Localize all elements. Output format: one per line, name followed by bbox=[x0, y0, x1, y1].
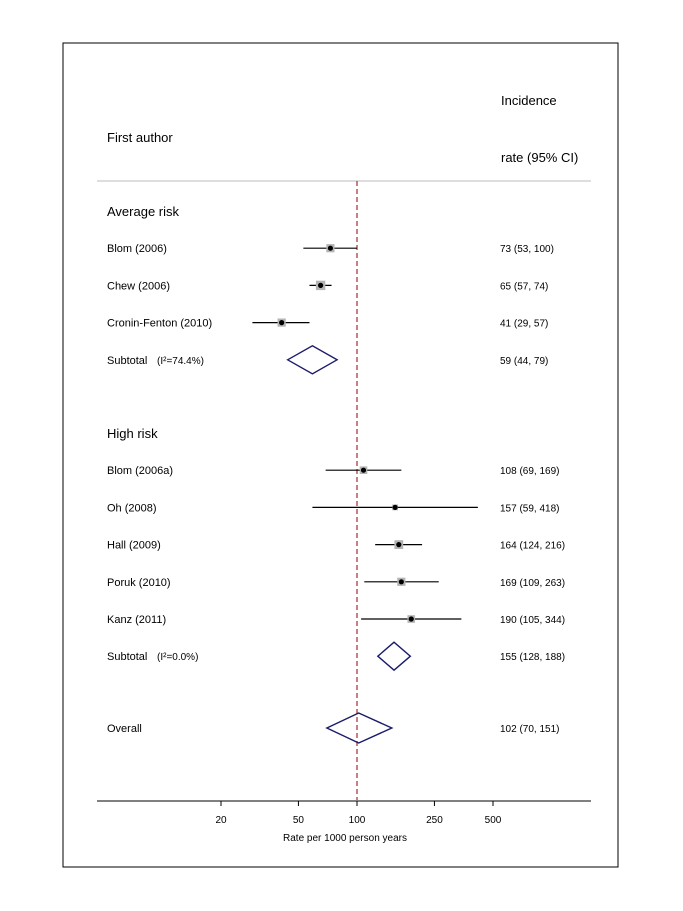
point-estimate bbox=[318, 283, 323, 288]
study-label: Blom (2006a) bbox=[107, 465, 174, 478]
study-label: Oh (2008) bbox=[107, 502, 157, 515]
ci-value: 65 (57, 74) bbox=[500, 281, 549, 293]
point-estimate bbox=[399, 579, 404, 584]
point-estimate bbox=[409, 616, 414, 621]
x-tick-label: 100 bbox=[348, 815, 366, 826]
heterogeneity-stat: (I²=74.4%) bbox=[157, 355, 204, 367]
study-label: Chew (2006) bbox=[107, 280, 170, 293]
pooled-diamond bbox=[327, 713, 392, 743]
x-tick-label: 50 bbox=[292, 815, 304, 826]
study-label: Blom (2006) bbox=[107, 243, 167, 256]
ci-value: 108 (69, 169) bbox=[500, 466, 560, 478]
ci-value: 157 (59, 418) bbox=[500, 503, 560, 515]
point-estimate bbox=[361, 468, 366, 473]
ci-value: 41 (29, 57) bbox=[500, 318, 549, 330]
ci-value: 169 (109, 263) bbox=[500, 577, 566, 589]
x-tick-label: 250 bbox=[426, 815, 443, 826]
x-tick-label: 500 bbox=[484, 815, 502, 826]
header-incidence: Incidence bbox=[501, 93, 557, 108]
header-first-author: First author bbox=[107, 130, 173, 145]
x-axis-label: Rate per 1000 person years bbox=[283, 833, 407, 844]
study-label: Kanz (2011) bbox=[107, 614, 167, 626]
ci-value: 164 (124, 216) bbox=[500, 540, 566, 552]
pooled-diamond bbox=[288, 346, 337, 374]
overall-label: Overall bbox=[107, 723, 142, 735]
ci-value: 155 (128, 188) bbox=[500, 652, 566, 664]
header-rate-ci: rate (95% CI) bbox=[501, 150, 579, 165]
heterogeneity-stat: (I²=0.0%) bbox=[157, 652, 199, 664]
pooled-diamond bbox=[378, 642, 410, 670]
subtotal-label: Subtotal bbox=[107, 354, 148, 367]
study-label: Cronin-Fenton (2010) bbox=[107, 317, 213, 330]
ci-value: 59 (44, 79) bbox=[500, 355, 549, 367]
subtotal-label: Subtotal bbox=[107, 651, 148, 664]
study-label: Hall (2009) bbox=[107, 539, 161, 552]
plot-frame bbox=[63, 43, 618, 867]
x-tick-label: 20 bbox=[215, 815, 227, 826]
study-label: Poruk (2010) bbox=[107, 576, 171, 589]
ci-value: 73 (53, 100) bbox=[500, 244, 554, 256]
point-estimate bbox=[393, 505, 398, 510]
point-estimate bbox=[279, 320, 284, 325]
group-heading: High risk bbox=[107, 426, 158, 441]
ci-value: 102 (70, 151) bbox=[500, 724, 560, 735]
group-heading: Average risk bbox=[107, 204, 180, 219]
ci-value: 190 (105, 344) bbox=[500, 615, 566, 626]
point-estimate bbox=[328, 246, 333, 251]
point-estimate bbox=[396, 542, 401, 547]
